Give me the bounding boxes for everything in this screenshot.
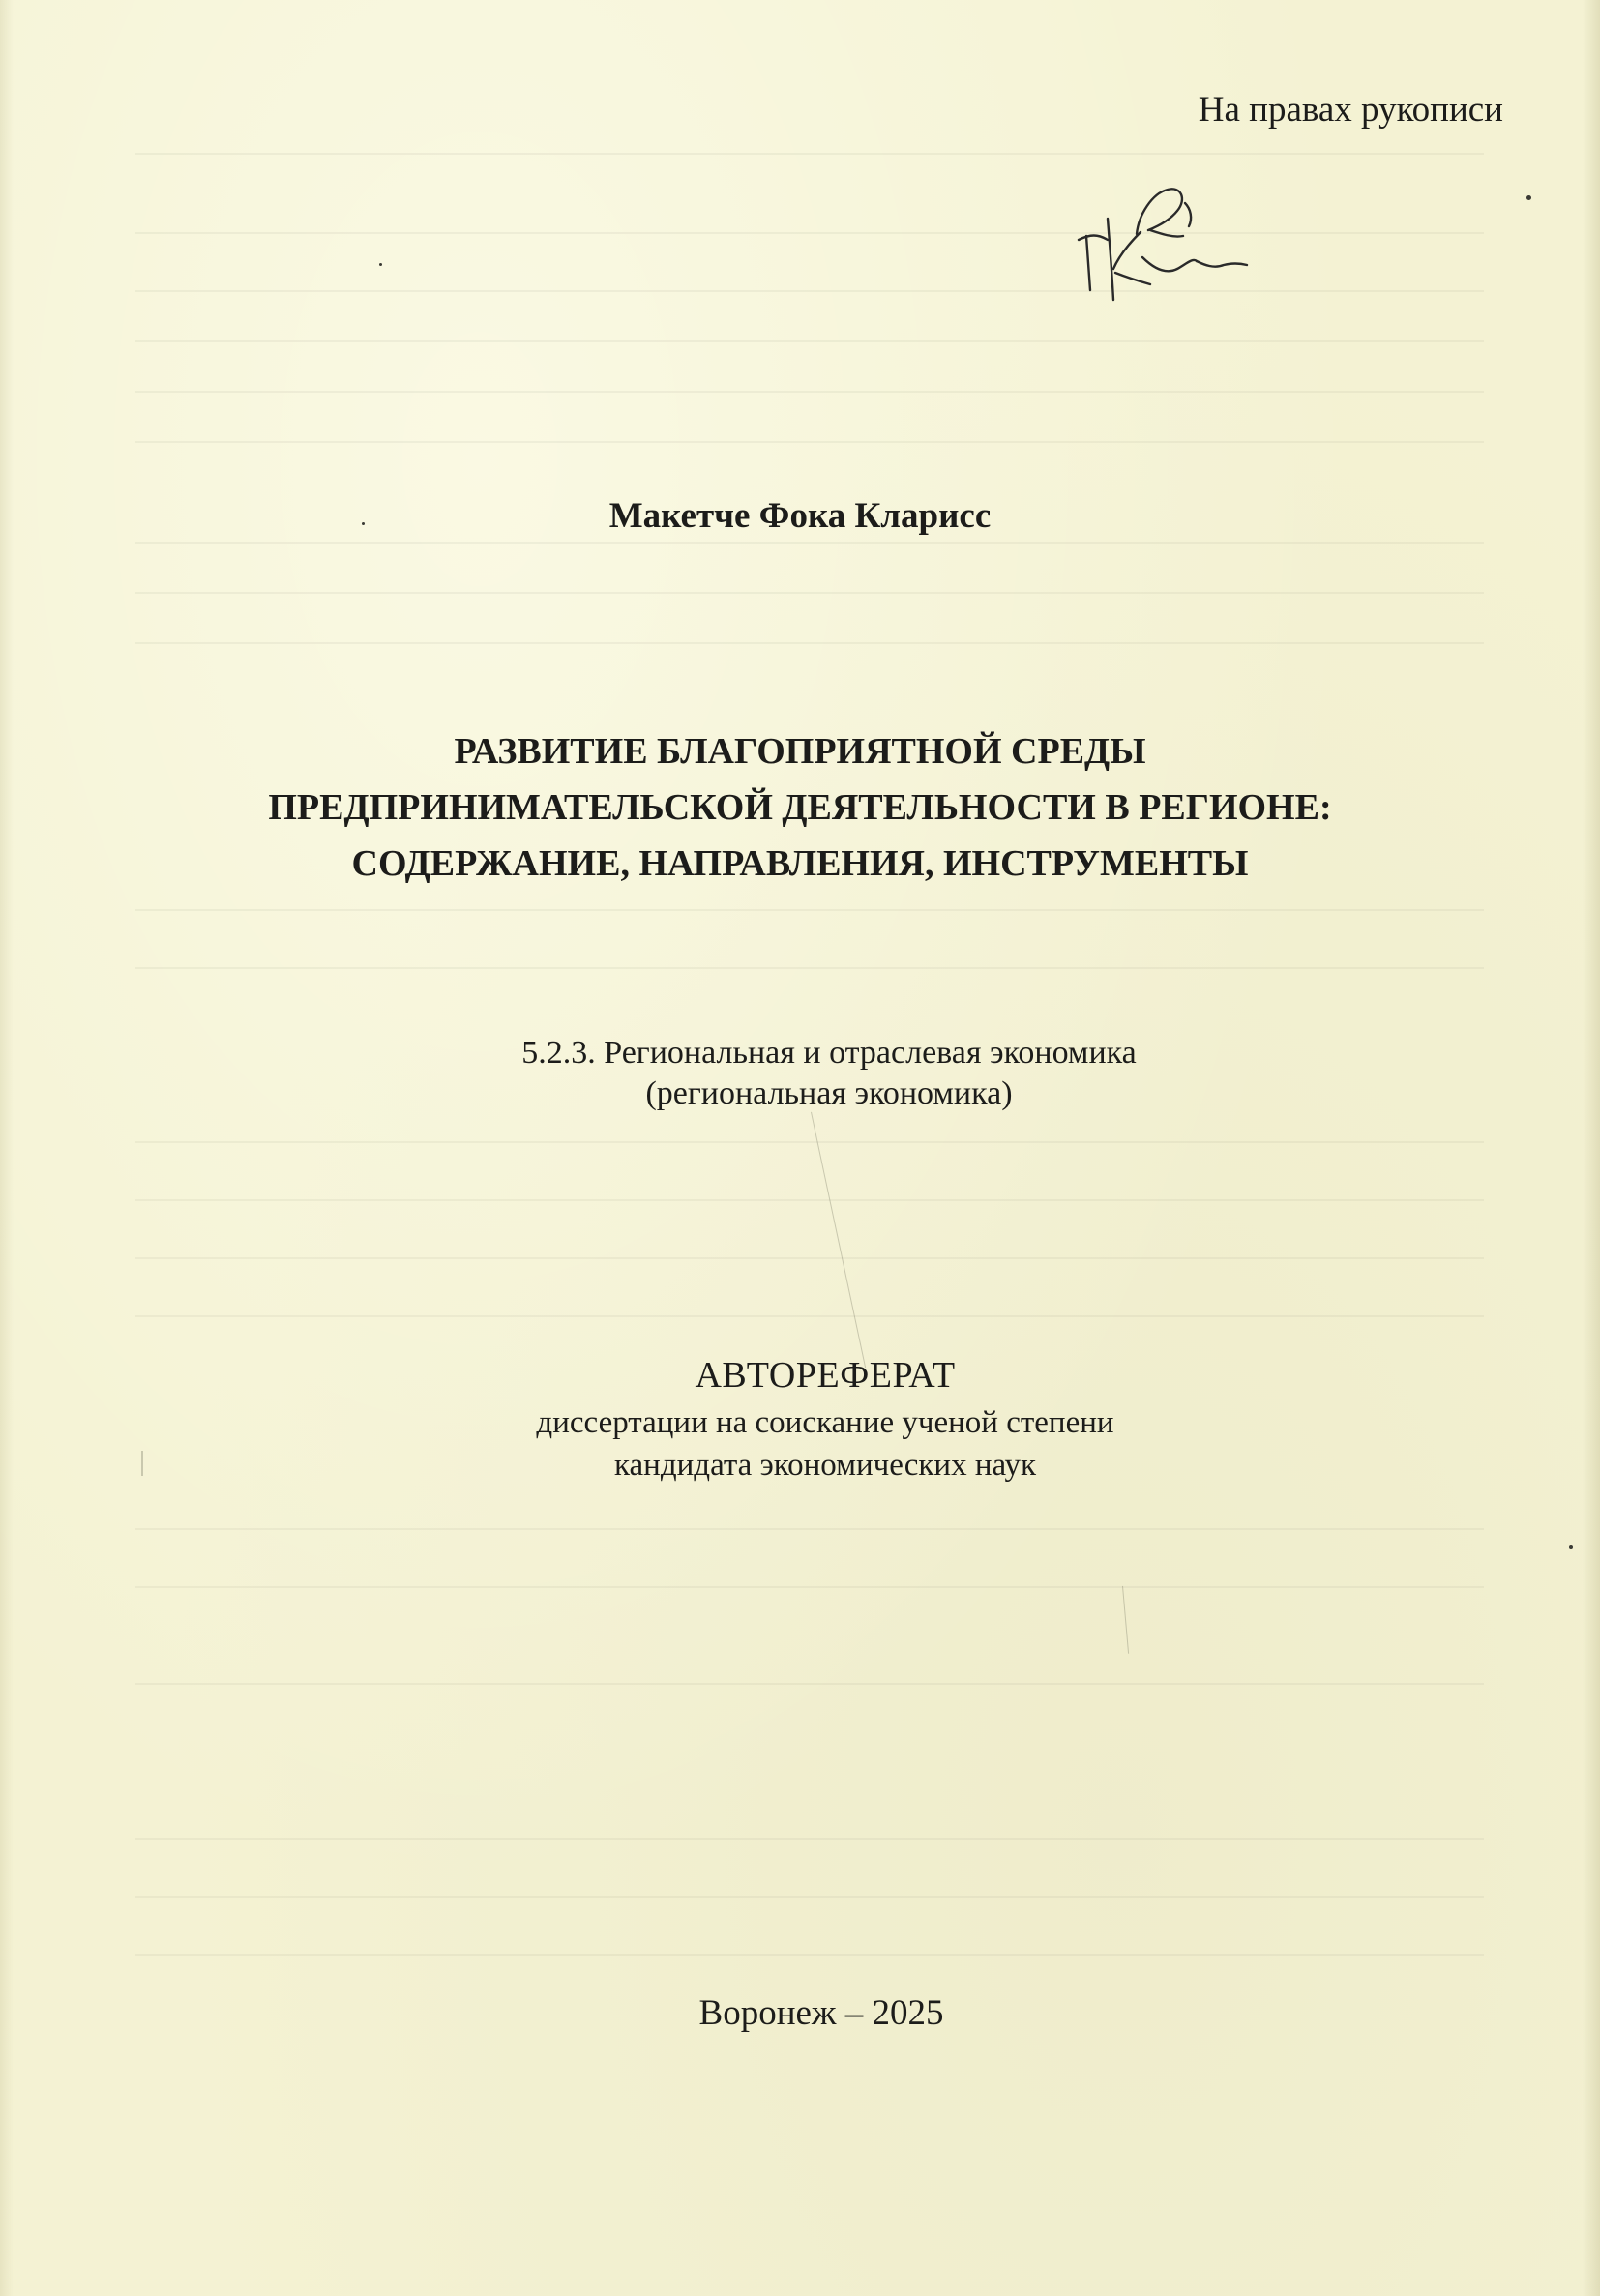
- degree-purpose-line: диссертации на соискание ученой степени: [536, 1405, 1114, 1440]
- document-type-block: [0, 1349, 1600, 1487]
- specialty-line: 5.2.3. Региональная и отраслевая экономика: [521, 1035, 1137, 1071]
- paper-speck: [379, 263, 382, 266]
- show-through-line: [135, 1141, 1484, 1143]
- show-through-line: [135, 1838, 1484, 1840]
- show-through-line: [135, 153, 1484, 155]
- show-through-line: [135, 592, 1484, 594]
- paper-speck: [1569, 1545, 1573, 1549]
- paper-left-edge: [0, 0, 14, 2296]
- handwritten-signature-icon: [1069, 176, 1253, 311]
- show-through-line: [135, 1257, 1484, 1259]
- city-and-year: Воронеж – 2025: [698, 1993, 944, 2033]
- paper-right-edge: [1583, 0, 1600, 2296]
- show-through-line: [135, 1896, 1484, 1898]
- paper-scratch: [1122, 1586, 1129, 1654]
- specialty-code: [0, 1033, 1600, 1114]
- title-line: ПРЕДПРИНИМАТЕЛЬСКОЙ ДЕЯТЕЛЬНОСТИ В РЕГИОНЕ:: [268, 787, 1332, 828]
- show-through-line: [135, 1528, 1484, 1530]
- show-through-line: [135, 642, 1484, 644]
- specialty-line: (региональная экономика): [645, 1075, 1013, 1111]
- show-through-line: [135, 542, 1484, 544]
- degree-purpose-line: кандидата экономических наук: [613, 1448, 1036, 1483]
- show-through-line: [135, 232, 1484, 234]
- show-through-line: [135, 1954, 1484, 1956]
- show-through-line: [135, 967, 1484, 969]
- title-line: СОДЕРЖАНИЕ, НАПРАВЛЕНИЯ, ИНСТРУМЕНТЫ: [351, 843, 1249, 884]
- show-through-line: [135, 391, 1484, 393]
- show-through-line: [135, 909, 1484, 911]
- manuscript-rights-note: На правах рукописи: [1198, 90, 1503, 130]
- show-through-line: [135, 1315, 1484, 1317]
- show-through-line: [135, 1586, 1484, 1588]
- paper-scratch: [811, 1112, 866, 1368]
- show-through-line: [135, 441, 1484, 443]
- show-through-line: [135, 290, 1484, 292]
- show-through-line: [135, 1199, 1484, 1201]
- show-through-line: [135, 340, 1484, 342]
- title-line: РАЗВИТИЕ БЛАГОПРИЯТНОЙ СРЕДЫ: [454, 731, 1146, 772]
- show-through-line: [135, 1683, 1484, 1685]
- author-name: Макетче Фока Кларисс: [608, 496, 992, 536]
- dissertation-title: [0, 723, 1600, 892]
- document-type: АВТОРЕФЕРАТ: [695, 1355, 956, 1396]
- paper-speck: [1526, 195, 1531, 200]
